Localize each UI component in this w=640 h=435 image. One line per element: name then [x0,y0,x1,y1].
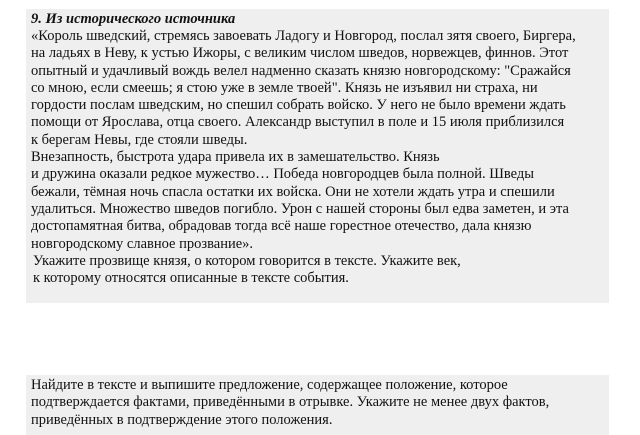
question-line: Укажите прозвище князя, о котором говорится в тексте. Укажите век, [33,252,461,269]
source-line: и дружина оказали редкое мужество… Победа новгородцев была полной. Шведы [31,166,534,183]
second-task-panel [26,375,609,435]
source-line: гордости послам шведским, но спешил собрать войско. У него не было времени ждать [31,97,566,114]
second-task-line: приведённых в подтверждение этого положения. [31,411,333,428]
second-task-line: Найдите в тексте и выпишите предложение, содержащее положение, которое [31,377,508,393]
source-text [31,28,605,253]
question-line: к которому относятся описанные в тексте события. [33,270,349,287]
source-line: «Король шведский, стремясь завоевать Ладогу и Новгород, послал зятя своего, Биргера, [31,28,576,44]
source-line: помощи от Ярослава, отца своего. Александр выступил в поле и 15 июля приблизился [31,114,565,131]
source-line: удалиться. Множество шведов погибло. Урон с нашей стороны был едва заметен, и эта [31,200,569,217]
task-title: 9. Из исторического источника [31,11,236,27]
question-text [31,253,605,288]
source-line: бежали, тёмная ночь спасла остатки их войска. Они не хотели ждать утра и спешили [31,183,555,200]
second-task-line: подтверждается фактами, приведёнными в отрывке. Укажите не менее двух фактов, [31,394,550,411]
source-line: новгородскому славное прозвание». [31,235,254,252]
source-line: Внезапность, быстрота удара привела их в замешательство. Князь [31,149,440,166]
source-line: со мною, если смеешь; я стою уже в земле твоей". Князь не изъявил ни страха, ни [31,79,538,96]
source-line: достопамятная битва, обрадовав тогда всё наше горестное отечество, дала князю [31,218,532,235]
source-line: на ладьях в Неву, к устью Ижоры, с великим числом шведов, норвежцев, финнов. Этот [31,45,569,62]
source-line: к берегам Невы, где стояли шведы. [31,131,248,148]
task-9-panel [26,9,609,303]
source-line: опытный и удачливый вождь велел надменно сказать князю новгородскому: "Сражайся [31,62,571,79]
